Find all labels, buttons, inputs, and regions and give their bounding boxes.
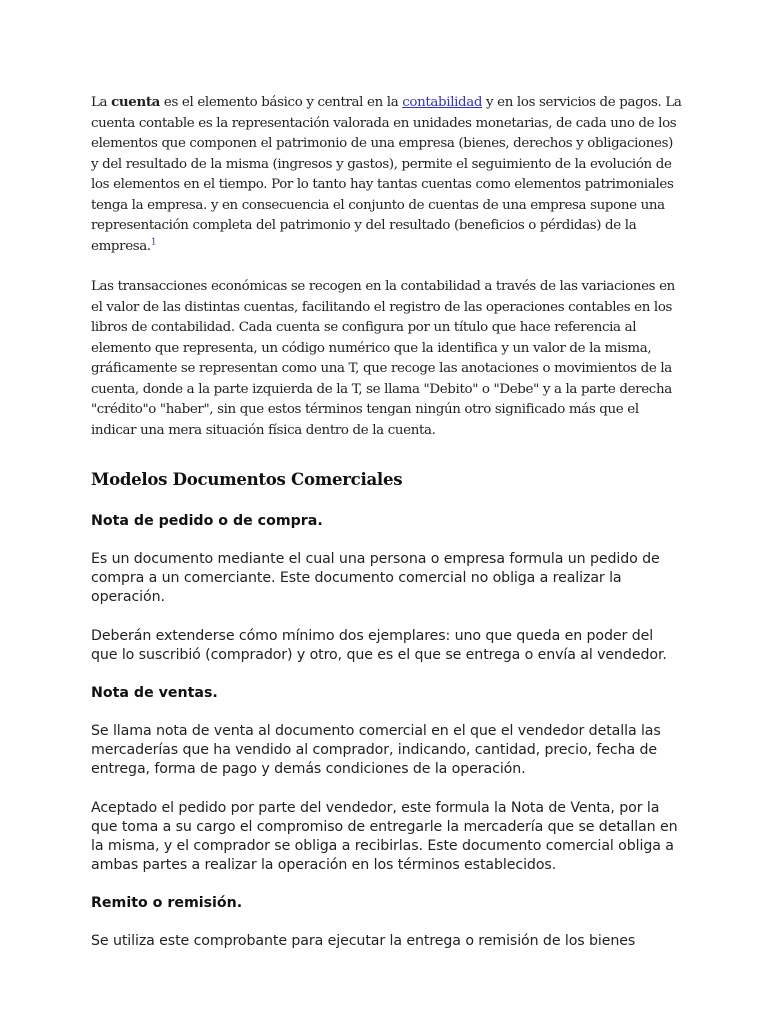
section-title: Modelos Documentos Comerciales [91,469,403,489]
intro-text-rest: y en los servicios de pagos. La cuenta contable es la representación valorada en unidades monetarias, de cada uno de los elementos que componen el patrimonio de una empresa (bienes, derechos y obligaciones) y del resultado de la misma (ingresos y gastos), permite el seguimiento de la evolución de los elementos en el tiempo. Por lo tanto hay tantas cuentas como elementos patrimoniales tenga la empresa. y en consecuencia el conjunto de cuentas de una empresa supone una representación completa del patrimonio y del resultado (beneficios o pérdidas) de la empresa. [91,95,682,254]
heading-nota-ventas: Nota de ventas. [91,685,218,702]
nota-ventas-paragraph-1: Se llama nota de venta al documento comercial en el que el vendedor detalla las mercaderías que ha vendido al comprador, indicando, cantidad, precio, fecha de entrega, forma de pago y demás condiciones de la operación. [91,723,661,778]
nota-ventas-paragraph-2: Aceptado el pedido por parte del vendedor, este formula la Nota de Venta, por la que toma a su cargo el compromiso de entregarle la mercadería que se detallan en la misma, y el comprador se obliga a recibirlas. Este documento comercial obliga a ambas partes a realizar la operación en los términos establecidos. [91,799,678,874]
footnote-ref[interactable] [151,237,156,247]
term-cuenta: cuenta [111,94,160,110]
document-page [91,92,683,971]
contabilidad-link[interactable]: contabilidad [402,95,483,110]
intro-paragraph-2: Las transacciones económicas se recogen en la contabilidad a través de las variaciones en el valor de las distintas cuentas, facilitando el registro de las operaciones contables en los libros de contabilidad. Cada cuenta se configura por un título que hace referencia al elemento que representa, un código numérico que la identifica y un valor de la misma, gráficamente se representan como una T, que recoge las anotaciones o movimientos de la cuenta, donde a la parte izquierda de la T, se llama "Debito" o "Debe" y a la parte derecha "crédito"o "haber", sin que estos términos tengan ningún otro significado más que el indicar una mera situación física dentro de la cuenta. [91,279,675,438]
heading-remito: Remito o remisión. [91,895,243,912]
intro-paragraph-1 [91,92,683,257]
intro-text-mid: es el elemento básico y central en la [160,95,403,110]
nota-pedido-paragraph-1: Es un documento mediante el cual una persona o empresa formula un pedido de compra a un comerciante. Este documento comercial no obliga a realizar la operación. [91,551,660,606]
remito-paragraph-1: Se utiliza este comprobante para ejecutar la entrega o remisión de los bienes [91,933,636,950]
nota-pedido-paragraph-2: Deberán extenderse cómo mínimo dos ejemplares: uno que queda en poder del que lo suscribió (comprador) y otro, que es el que se entrega o envía al vendedor. [91,627,667,663]
heading-nota-pedido: Nota de pedido o de compra. [91,513,323,529]
intro-text-start: La [91,95,112,110]
footnote-link[interactable]: 1 [150,237,157,248]
